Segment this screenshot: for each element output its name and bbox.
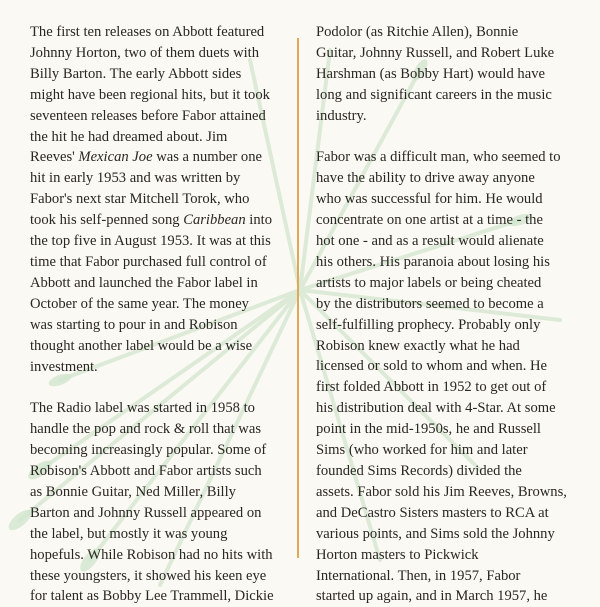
text-line: concentrate on one artist at a time - the — [316, 212, 543, 229]
song-title-caribbean: Caribbean — [183, 212, 246, 229]
text-line: Podolor (as Ritchie Allen), Bonnie — [316, 24, 519, 40]
text-line: becoming increasingly popular. Some of — [30, 442, 267, 459]
text-line: first folded Abbott in 1952 to get out of — [316, 379, 547, 396]
text-line: and DeCastro Sisters masters to RCA at — [316, 504, 549, 521]
text-line: handle the pop and rock & roll that was — [30, 421, 262, 438]
text-line: Robison's Abbott and Fabor artists such — [30, 463, 262, 480]
text-line: Billy Barton. The early Abbott sides — [30, 65, 242, 82]
text-line: his distribution deal with 4-Star. At some — [316, 400, 556, 417]
text-line: as Bonnie Guitar, Ned Miller, Billy — [30, 483, 236, 500]
text-line: Harshman (as Bobby Hart) would have — [316, 65, 545, 82]
text-line: who was successful for him. He would — [316, 191, 543, 208]
text-line: the label, but mostly it was young — [30, 525, 228, 542]
text-line: by the distributors seemed to become a — [316, 295, 544, 312]
right-column — [316, 22, 578, 607]
text-line: started up again, and in March 1957, he — [316, 588, 548, 605]
text-line: self-fulfilling prophecy. Probably only — [316, 316, 541, 333]
text-line: the top five in August 1953. It was at this — [30, 233, 271, 250]
text-line: Fabor's next star Mitchell Torok, who — [30, 191, 250, 208]
text-line: Fabor was a difficult man, who seemed to — [316, 149, 561, 166]
text-line: have the ability to drive away anyone — [316, 170, 535, 187]
text-line: The Radio label was started in 1958 to — [30, 400, 255, 417]
text-line: industry. — [316, 107, 367, 124]
text-line: time that Fabor purchased full control of — [30, 253, 267, 270]
song-title-mexican-joe: Mexican Joe — [78, 149, 153, 166]
text-line: assets. Fabor sold his Jim Reeves, Browns, — [316, 483, 567, 500]
text-line: Johnny Horton, two of them duets with — [30, 44, 260, 61]
text-line: Sims (who worked for him and later — [316, 442, 528, 459]
text-span: Reeves' — [30, 149, 79, 166]
text-line: seventeen releases before Fabor attained — [30, 107, 266, 124]
paragraph-gap — [316, 127, 578, 148]
text-line — [30, 210, 292, 231]
text-line: hot one - and as a result would alienate — [316, 233, 544, 250]
text-line: investment. — [30, 358, 98, 375]
text-line: long and significant careers in the music — [316, 86, 552, 103]
text-line: licensed or sold to whom and when. He — [316, 358, 548, 375]
text-line: Abbott and launched the Fabor label in — [30, 274, 258, 291]
text-line: founded Sims Records) divided the — [316, 463, 522, 480]
text-line: hopefuls. While Robison had no hits with — [30, 546, 273, 563]
text-line: his others. His paranoia about losing his — [316, 253, 550, 270]
text-span: was a number one — [152, 149, 262, 166]
text-line: artists to major labels or being cheated — [316, 274, 542, 291]
text-line: Barton and Johnny Russell appeared on — [30, 504, 262, 521]
text-line: International. Then, in 1957, Fabor — [316, 567, 521, 584]
column-divider — [297, 38, 299, 558]
paragraph-gap — [30, 377, 292, 398]
text-line: Horton masters to Pickwick — [316, 546, 479, 563]
text-line: Robison knew exactly what he had — [316, 337, 520, 354]
text-line: Guitar, Johnny Russell, and Robert Luke — [316, 44, 555, 61]
text-line: these youngsters, it showed his keen eye — [30, 567, 267, 584]
text-line: the hit he had dreamed about. Jim — [30, 128, 228, 145]
text-line: point in the mid-1950s, he and Russell — [316, 421, 541, 438]
text-line: might have been regional hits, but it took — [30, 86, 270, 103]
text-span: took his self-penned song — [30, 212, 184, 229]
text-line: thought another label would be a wise — [30, 337, 253, 354]
text-line: was starting to pour in and Robison — [30, 316, 238, 333]
text-line: The first ten releases on Abbott featured — [30, 24, 265, 40]
text-line: for talent as Bobby Lee Trammell, Dickie — [30, 588, 274, 605]
text-line — [30, 147, 292, 168]
text-span: into — [245, 212, 273, 229]
left-column — [30, 22, 292, 607]
text-line: various points, and Sims sold the Johnny — [316, 525, 555, 542]
text-line: hit in early 1953 and was written by — [30, 170, 241, 187]
text-line: October of the same year. The money — [30, 295, 249, 312]
